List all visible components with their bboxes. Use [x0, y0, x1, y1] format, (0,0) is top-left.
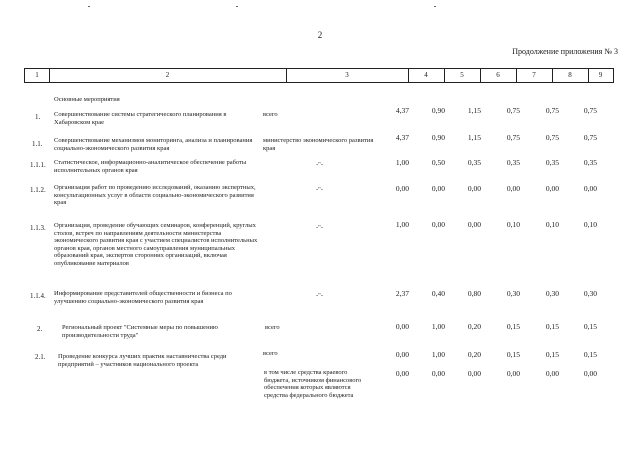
- row-name: Статистическое, информационно-аналитическое обеспечение работы исполнительных органов края: [54, 159, 247, 174]
- row-number: 1.1.3.: [30, 224, 46, 232]
- scan-speck: [434, 6, 436, 7]
- row-number: 1.1.2.: [30, 186, 46, 194]
- value-cell: 0,35: [506, 158, 520, 167]
- row-source: -"-: [316, 224, 323, 231]
- value-cell: 0,00: [545, 184, 559, 193]
- value-cell: 0,00: [431, 184, 445, 193]
- value-cell: 0,90: [431, 133, 445, 142]
- row-source: -"-: [316, 161, 323, 168]
- value-cell: 0,00: [583, 369, 597, 378]
- value-cell: 0,00: [506, 184, 520, 193]
- value-cell: 0,75: [506, 133, 520, 142]
- value-cell: 0,30: [506, 289, 520, 298]
- header-col-9: 9: [598, 71, 603, 79]
- value-cell: 2,37: [395, 289, 409, 298]
- scan-speck: [88, 6, 90, 7]
- value-cell: 0,00: [395, 184, 409, 193]
- value-cell: 4,37: [395, 133, 409, 142]
- value-cell: 0,75: [545, 106, 559, 115]
- row-number: 2.1.: [35, 353, 46, 361]
- row-number: 1.: [35, 113, 41, 121]
- header-col-3: 3: [286, 69, 409, 82]
- value-cell: 0,30: [545, 289, 559, 298]
- value-cell: 1,00: [431, 322, 445, 331]
- value-cell: 0,15: [545, 322, 559, 331]
- row-name: Организация, проведение обучающих семинаров, конференций, круглых столов, встреч по направлениям деятельности министерства экономического развития края с участием специалистов исполнительных органов края, органов местного самоуправления муниципальных образований края, экспертов сторонних организаций, включая опубликование материалов: [54, 222, 258, 267]
- row-source: всего: [263, 111, 278, 118]
- value-cell: 0,75: [583, 106, 597, 115]
- value-cell: 4,37: [395, 106, 409, 115]
- value-cell: 0,40: [431, 289, 445, 298]
- value-cell: 1,00: [395, 220, 409, 229]
- section-title: Основные мероприятия: [54, 96, 120, 103]
- row-source: всего: [263, 350, 278, 357]
- value-cell: 0,00: [467, 369, 481, 378]
- value-cell: 0,10: [545, 220, 559, 229]
- value-cell: 1,00: [431, 350, 445, 359]
- header-col-1: 1: [25, 69, 50, 82]
- value-cell: 0,00: [467, 220, 481, 229]
- value-cell: 0,10: [506, 220, 520, 229]
- value-cell: 0,15: [506, 322, 520, 331]
- value-cell: 0,15: [583, 350, 597, 359]
- row-source: всего: [265, 324, 280, 331]
- value-cell: 0,80: [467, 289, 481, 298]
- header-col-4: 4: [408, 69, 445, 82]
- value-cell: 0,00: [467, 184, 481, 193]
- row-source: в том числе средства краевого бюджета, источником финансового обеспечения которых являются средства федерального бюджета: [264, 369, 362, 399]
- row-number: 1.1.4.: [30, 292, 46, 300]
- row-name: Организация работ по проведению исследований, оказанию экспертных, консультационных услуг в области социально-экономического развития края: [54, 184, 256, 207]
- row-name: Региональный проект "Системные меры по повышению производительности труда": [62, 324, 218, 339]
- value-cell: 0,00: [431, 369, 445, 378]
- value-cell: 0,35: [545, 158, 559, 167]
- value-cell: 0,30: [583, 289, 597, 298]
- value-cell: 0,15: [583, 322, 597, 331]
- continuation-label: Продолжение приложения № 3: [512, 47, 618, 56]
- value-cell: 0,10: [583, 220, 597, 229]
- value-cell: 0,00: [395, 369, 409, 378]
- header-col-5: 5: [444, 69, 481, 82]
- value-cell: 1,15: [467, 133, 481, 142]
- value-cell: 0,35: [583, 158, 597, 167]
- row-name: Информирование представителей общественности и бизнеса по улучшению социально-экономического развития края: [54, 290, 232, 305]
- value-cell: 0,00: [545, 369, 559, 378]
- scan-speck: [236, 6, 238, 7]
- value-cell: 1,00: [395, 158, 409, 167]
- value-cell: 0,00: [395, 350, 409, 359]
- header-col-8: 8: [552, 69, 589, 82]
- value-cell: 0,20: [467, 350, 481, 359]
- value-cell: 0,75: [583, 133, 597, 142]
- row-source: -"-: [316, 292, 323, 299]
- value-cell: 0,00: [395, 322, 409, 331]
- row-number: 2.: [37, 325, 43, 333]
- row-name: Совершенствование механизмов мониторинга, анализа и планирования социально-экономического развития края: [54, 137, 253, 152]
- value-cell: 0,75: [545, 133, 559, 142]
- value-cell: 0,00: [431, 220, 445, 229]
- table-header: [24, 68, 614, 83]
- value-cell: 0,50: [431, 158, 445, 167]
- value-cell: 0,35: [467, 158, 481, 167]
- value-cell: 0,00: [583, 184, 597, 193]
- page-number: 2: [317, 30, 323, 40]
- value-cell: 0,00: [506, 369, 520, 378]
- header-col-6: 6: [480, 69, 517, 82]
- row-source: министерство экономического развития края: [263, 137, 374, 152]
- value-cell: 0,15: [545, 350, 559, 359]
- row-name: Совершенствование системы стратегического планирования в Хабаровском крае: [54, 111, 227, 126]
- header-col-2: 2: [49, 69, 287, 82]
- value-cell: 0,15: [506, 350, 520, 359]
- row-name: Проведение конкурса лучших практик наставничества среди предприятий – участников национального проекта: [58, 353, 227, 368]
- value-cell: 0,20: [467, 322, 481, 331]
- value-cell: 0,75: [506, 106, 520, 115]
- value-cell: 0,90: [431, 106, 445, 115]
- header-col-7: 7: [516, 69, 553, 82]
- value-cell: 1,15: [467, 106, 481, 115]
- row-number: 1.1.1.: [30, 161, 46, 169]
- row-source: -"-: [316, 186, 323, 193]
- row-number: 1.1.: [32, 140, 43, 148]
